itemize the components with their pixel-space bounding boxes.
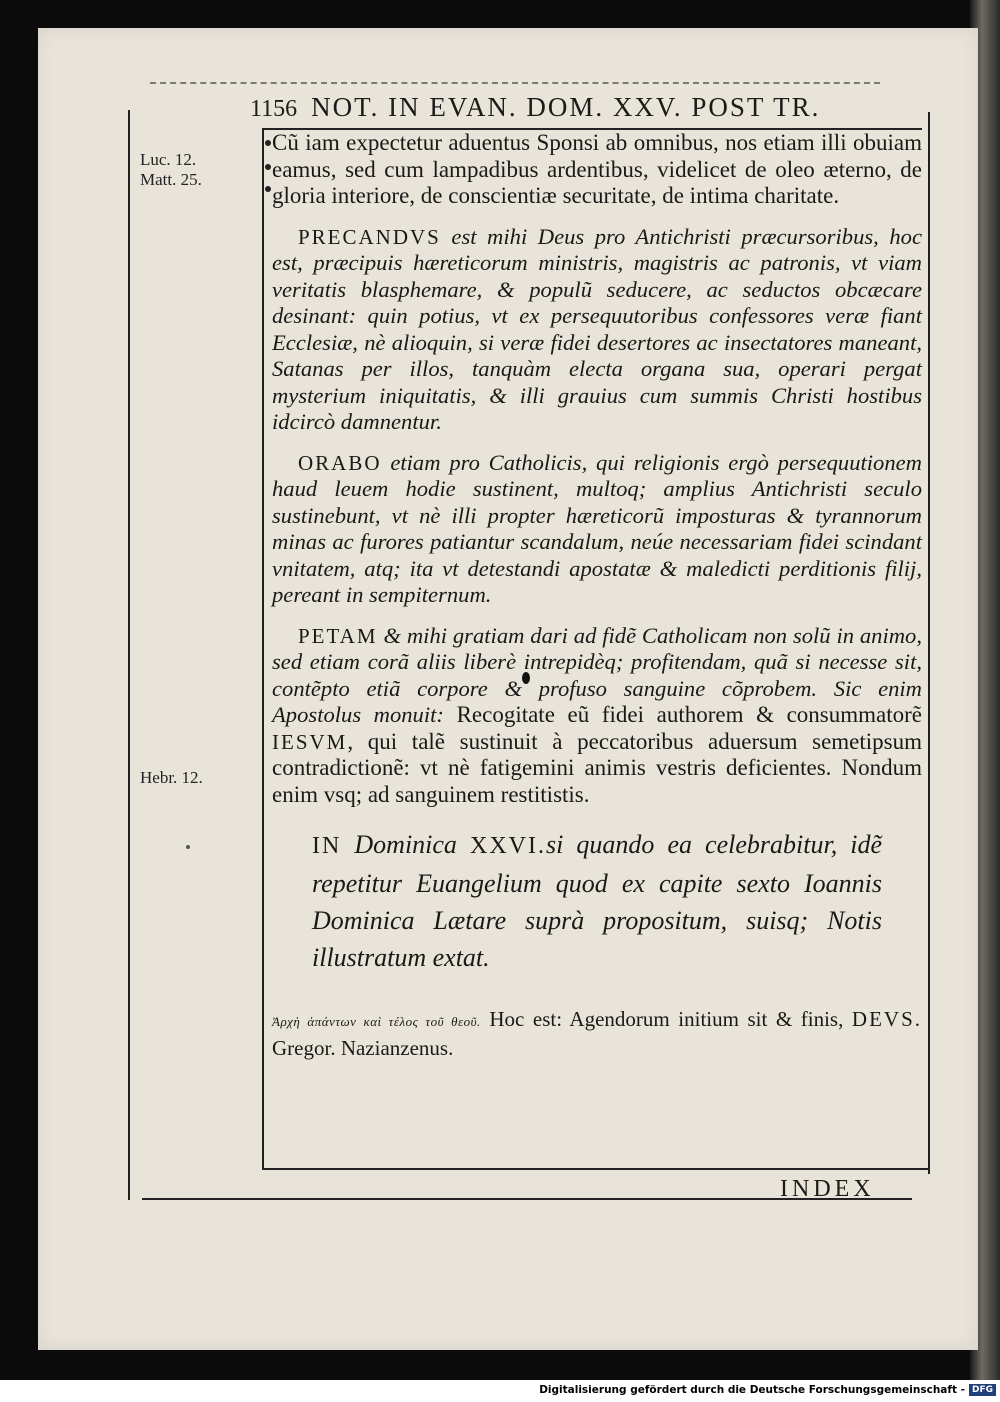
paragraph-lead: ORABO [298,450,382,475]
credit-text: Digitalisierung gefördert durch die Deutsche Forschungsgemeinschaft - [539,1384,965,1396]
text-frame-bottom [262,1168,930,1170]
top-ornament-line [150,82,880,88]
margin-note-line: Luc. 12. [140,150,197,169]
digitization-credit [539,1384,996,1396]
paragraph-text: etiam pro Catholicis, qui religionis ergò persequutionem haud leuem hodie sustinent, multoq; amplius Antichristi seculo sustinebunt, vt nè illi propter hæreticorũ imposturas & tyrannorum minas ac furores patiantur scandalum, neúe necessariam fidei scindant vnitatem, atq; ita vt detestandi apostatæ & maledicti perditionis filij, pereant in sempiternum. [272,449,922,607]
line-marker [265,140,271,146]
closing-text: si quando ea celebrabitur, idẽ repetitur Euangelium quod ex capite sexto Ioannis Dominica Lætare suprà propositum, suisq; Notis illustratum extat. [312,830,883,972]
paragraph-text: est mihi Deus pro Antichristi præcursoribus, hoc est, præcipuis hæreticorum ministris, magistris ac patronis, vt viam veritatis blasphemare, & populũ seducere, ac seductos obcæcare desinant: quin potius, vt ex persequutoribus confessores veræ fiant Ecclesiæ, nè alioquin, si veræ fidei desertores ac insectatores maneant, Satanas per illos, tanquàm electa organa sua, operari pergat mysterium iniquitatis, & illi grauius cum summis Christi hostibus idcircò damnentur. [272,223,922,434]
main-text [272,130,922,1061]
footnote-greek: Ἀρχὴ ἁπάντων καὶ τέλος τοῦ θεοῦ. [272,1014,481,1029]
ink-spot [186,845,190,849]
paragraph-lead: PETAM [298,623,378,648]
closing-note [272,826,922,976]
footnote-text: Hoc est: Agendorum initium sit & finis, [489,1007,844,1031]
line-marker [265,186,271,192]
paragraph-text-roman: , qui talẽ sustinuit à peccatoribus aduersum semetipsum contradictionẽ: vt nè fatigemini animis vestris deficientes. Nondum enim vsq; ad sanguinem restitistis. [272,728,922,807]
footnote [272,1006,922,1061]
catchword: INDEX [780,1176,875,1202]
dfg-logo: DFG [969,1384,996,1396]
footnote-author: Gregor. Nazianzenus. [272,1036,454,1060]
paragraph-orabo [272,450,922,609]
closing-lead: IN [312,833,342,859]
paragraph-text-italic: & mihi gratiam dari ad fidẽ Catholicam non solũ in animo, sed etiam corã aliis liberè intrepidèq; profitendam, quã si necesse sit, contẽpto etiã corpore & profuso sanguine cõprobem. Sic enim Apostolus monuit: [272,622,922,727]
running-head-title: NOT. IN EVAN. DOM. XXV. POST TR. [311,92,821,122]
text-frame-left [262,130,264,1170]
paragraph-1: Cũ iam expectetur aduentus Sponsi ab omnibus, nos etiam illi obuiam eamus, sed cum lampadibus ardentibus, videlicet de oleo æterno, de gloria interiore, de conscientiæ securitate, de intima charitate. [272,130,922,208]
page-number: 1156 [250,96,298,122]
paragraph-text-roman: Recogitate eũ fidei authorem & consummatorẽ [456,702,923,727]
margin-note-hebr [140,768,240,788]
line-marker [265,164,271,170]
paragraph-precandus [272,224,922,436]
closing-text: Dominica [354,830,457,859]
margin-note-luc-matt [140,150,240,190]
name-iesvm: IESVM [272,729,348,754]
margin-note-line: Hebr. 12. [140,768,203,787]
running-head [250,92,940,123]
margin-note-line: Matt. 25. [140,170,202,189]
text-frame-right [928,112,930,1174]
paragraph-petam [272,623,922,809]
paragraph-lead: PRECANDVS [298,224,441,249]
margin-frame-left [128,110,130,1200]
closing-number: XXVI. [470,833,546,859]
footnote-deus: DEVS. [851,1007,922,1031]
